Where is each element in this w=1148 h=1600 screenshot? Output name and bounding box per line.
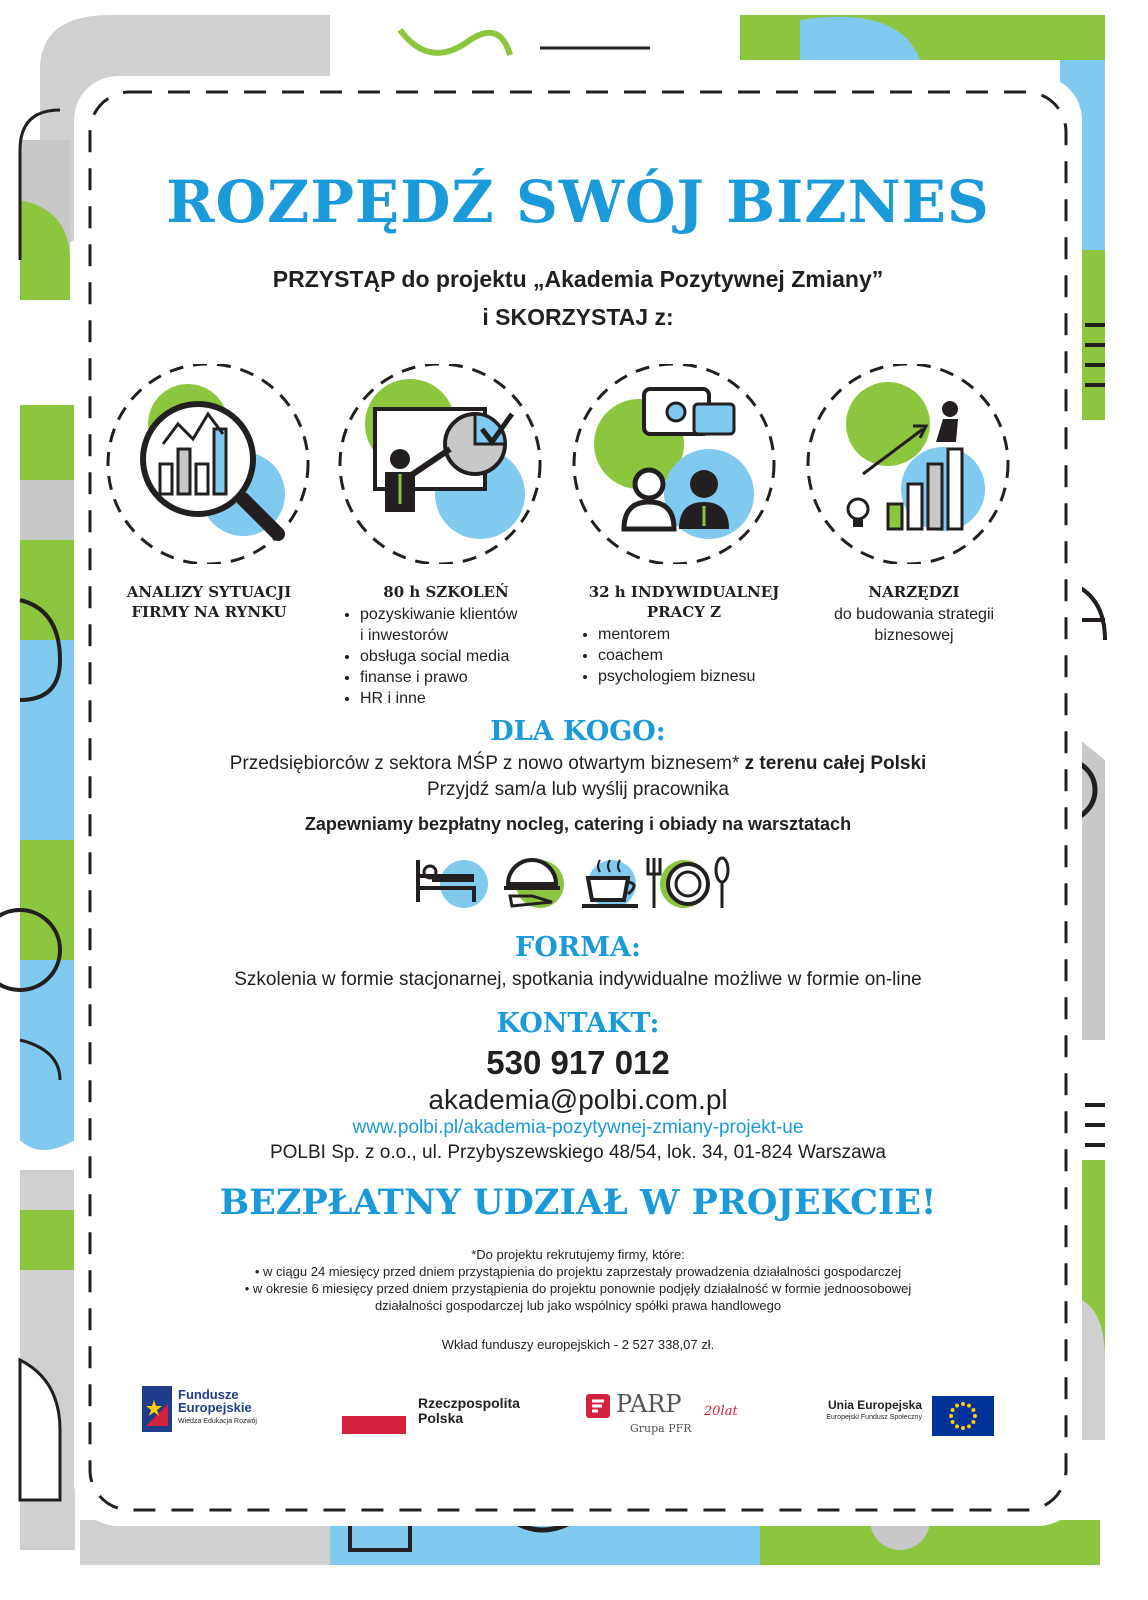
contact-url-link[interactable]: www.polbi.pl/akademia-pozytywnej-zmiany-projekt-ue [352,1117,804,1138]
form-text: Szkolenia w formie stacjonarnej, spotkania indywidualne możliwe w formie on-line [234,969,922,990]
bed-icon [418,860,488,908]
eu-flag-icon [932,1396,994,1436]
footnote-intro: *Do projektu rekrutujemy firmy, które: [471,1247,685,1262]
form-heading: FORMA: [515,932,641,963]
offer-individual-work [574,582,794,687]
offer-icons-row [74,364,1082,564]
funding-amount: Wkład funduszy europejskich - 2 527 338,07 zł. [441,1337,715,1352]
list-item: • HR i inne [360,688,556,709]
contact-address: POLBI Sp. z o.o., ul. Przybyszewskiego 48/54, lok. 34, 01-824 Warszawa [269,1142,887,1163]
polish-flag-icon [342,1416,406,1434]
contact-phone[interactable]: 530 917 012 [486,1044,670,1081]
offer-tools [814,582,1014,646]
list-item: i inwestorów [360,627,449,644]
fe-line-2: Europejskie [178,1400,252,1415]
offer-analysis-heading-2: FIRMY NA RYNKU [131,603,287,621]
list-item: • finanse i prawo [360,667,556,688]
subtitle-line-2: i SKORZYSTAJ z: [482,304,674,330]
target-line-1-bold: z terenu całej Polski [744,753,927,774]
presenter-board-icon [340,364,540,564]
rp-line-1: Rzeczpospolita [418,1395,520,1411]
list-item: • pozyskiwanie klientów [360,604,556,625]
offer-analysis-heading-1: ANALIZY SYTUACJI [126,583,292,601]
footnote-bullet-2a: • w okresie 6 miesięcy przed dniem przystąpienia do projektu ponownie podjęły działalność w formie jednoosobowej [244,1281,912,1296]
contact-heading: KONTAKT: [496,1008,660,1039]
parp-years: 20lat [704,1404,738,1419]
offer-training-heading: 80 h SZKOLEŃ [383,583,509,601]
rp-line-2: Polska [418,1410,464,1426]
subtitle-line-1: PRZYSTĄP do projektu „Akademia Pozytywnej Zmiany” [272,266,884,292]
offer-training [336,582,556,709]
parp-mark-icon [586,1394,610,1418]
offer-individual-heading-1: 32 h INDYWIDUALNEJ [588,583,780,601]
target-line-2: Przyjdź sam/a lub wyślij pracownika [427,779,729,800]
footnote-bullet-1: • w ciągu 24 miesięcy przed dniem przystąpienia do projektu zaprzestały prowadzenia działalności gospodarczej [254,1264,902,1279]
fe-line-3: Wiedza Edukacja Rozwój [178,1418,257,1425]
offer-analysis [114,582,304,622]
logo-parp [586,1390,766,1440]
logo-rzeczpospolita-polska [342,1396,562,1440]
offer-tools-heading: NARZĘDZI [868,583,960,601]
parp-group: Grupa PFR [630,1422,692,1435]
plate-cutlery-icon [648,858,728,908]
cloche-icon [504,860,564,908]
amenity-icons-row [412,848,772,912]
parp-name: PARP [616,1390,682,1418]
contact-email[interactable]: akademia@polbi.com.pl [428,1084,728,1115]
offer-tools-desc-1: do budowania strategii [833,606,995,623]
target-line-1-normal: Przedsiębiorców z sektora MŚP z nowo otwartym biznesem* [229,753,745,774]
coffee-cup-icon [582,860,638,908]
ue-line-2: Europejski Fundusz Społeczny [826,1414,922,1421]
offer-tools-desc-2: biznesowej [874,627,954,644]
ue-line-1: Unia Europejska [827,1398,922,1412]
list-item: • coachem [598,645,794,666]
fe-line-1: Fundusze [178,1387,239,1402]
list-item: • obsługa social media [360,646,556,667]
growth-stairs-icon [808,364,1008,564]
list-item: • mentorem [598,624,794,645]
footnote-bullet-2b: działalności gospodarczej lub jako wspólnicy spółki prawa handlowego [374,1298,782,1313]
logo-fundusze-europejskie [142,1386,322,1436]
logo-unia-europejska [784,1396,994,1440]
list-item: • psychologiem biznesu [598,666,794,687]
main-title: ROZPĘDŹ SWÓJ BIZNES [166,168,990,236]
free-participation-banner: BEZPŁATNY UDZIAŁ W PROJEKCIE! [219,1182,937,1223]
magnifier-chart-icon [108,364,308,564]
fe-star-icon [142,1386,172,1432]
content-card [74,76,1082,1526]
people-chat-icon [574,364,774,564]
target-heading: DLA KOGO: [490,716,666,747]
benefits-text: Zapewniamy bezpłatny nocleg, catering i obiady na warsztatach [304,814,852,834]
offer-individual-heading-2: PRACY Z [646,603,722,621]
target-line-1 [74,752,1082,776]
